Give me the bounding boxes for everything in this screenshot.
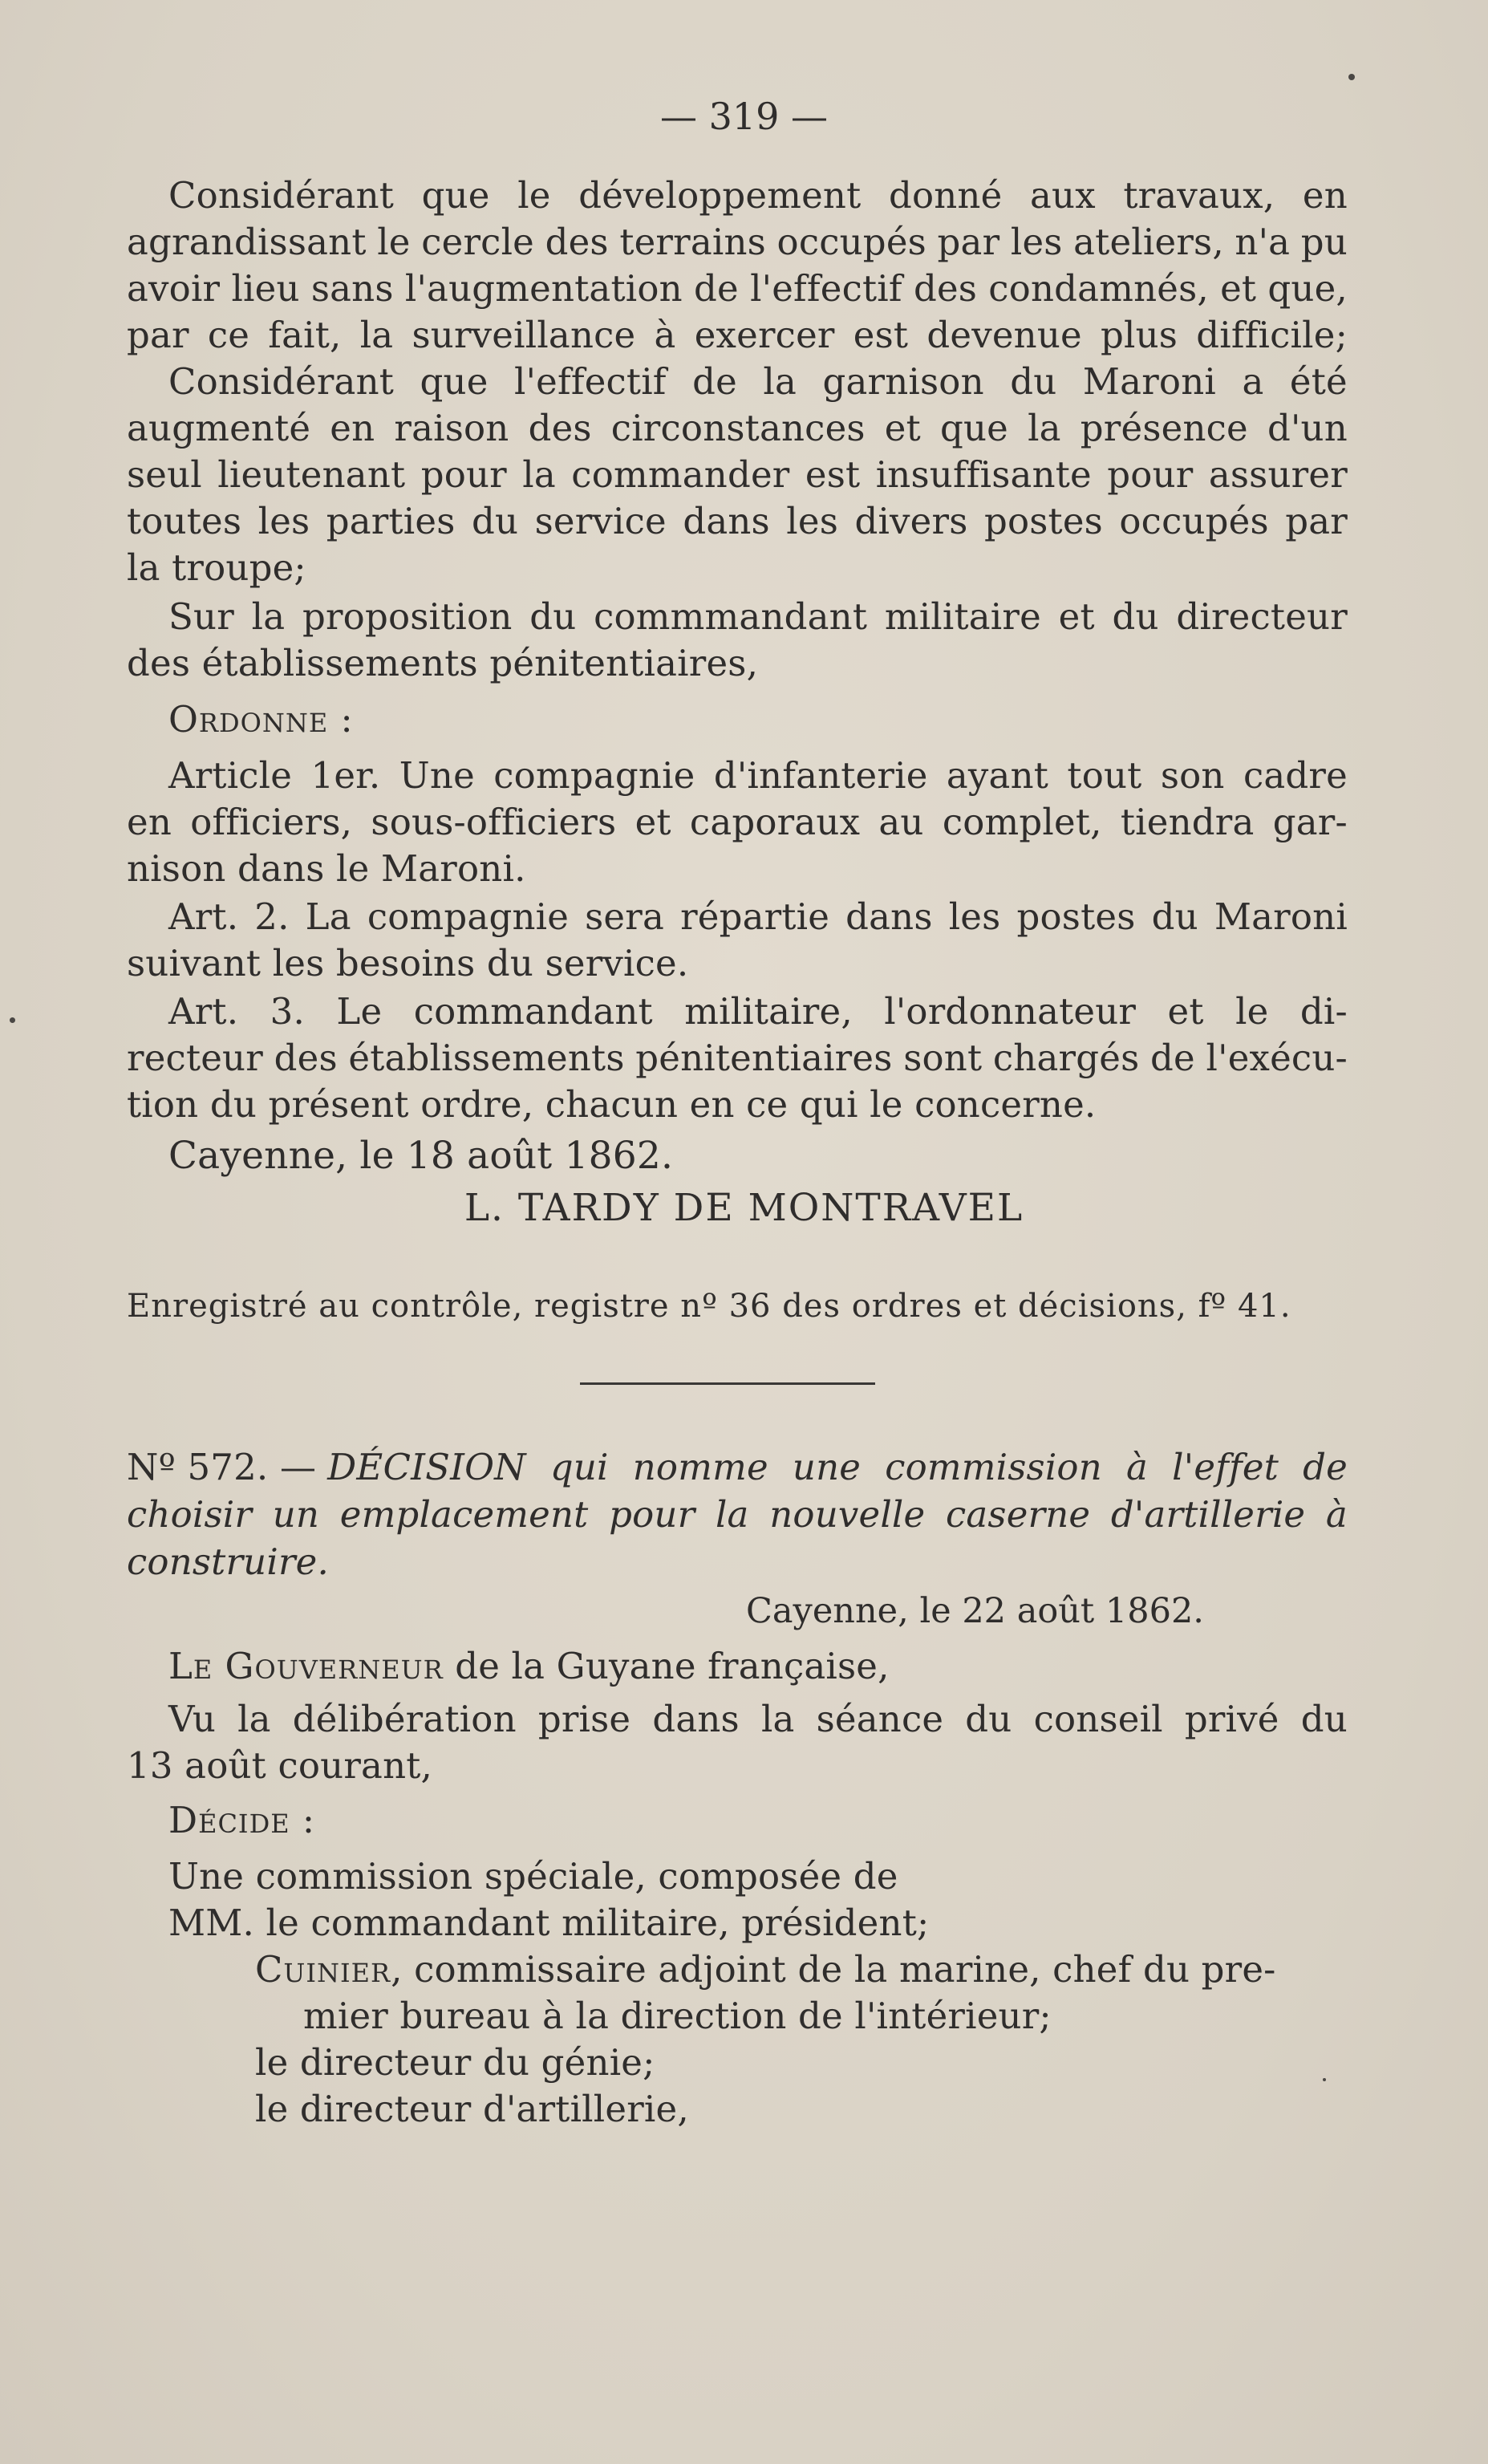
word: l'ordonnateur xyxy=(884,990,1137,1033)
word: compagnie xyxy=(493,754,695,797)
word: pénitentiaires xyxy=(635,1037,893,1079)
text-line: suivant les besoins du service. xyxy=(127,942,689,984)
word: Considérant xyxy=(168,360,395,403)
word: des xyxy=(528,407,592,449)
text-line xyxy=(127,359,1348,405)
word: commmandant xyxy=(594,595,868,638)
page-number: — 319 — xyxy=(659,95,829,138)
word: choisir xyxy=(127,1493,253,1536)
decision-title-line xyxy=(127,1492,1348,1538)
word: le xyxy=(1235,990,1269,1033)
text-line xyxy=(127,594,1348,640)
word: la xyxy=(715,1493,749,1536)
word: la xyxy=(251,595,286,638)
text-line xyxy=(127,1696,1348,1743)
word: répartie xyxy=(680,895,830,938)
word: et xyxy=(1058,595,1095,638)
word: seul xyxy=(127,453,202,496)
registration-note: Enregistré au contrôle, registre nº 36 des ordres et décisions, fº 41. xyxy=(127,1288,1291,1325)
word: Considérant xyxy=(168,174,395,217)
word: dans xyxy=(845,895,933,938)
word: cercle xyxy=(421,221,535,263)
word: parties xyxy=(326,500,456,542)
word: augmenté xyxy=(127,407,311,449)
word: et xyxy=(1220,267,1257,310)
word: postes xyxy=(983,500,1103,542)
section-divider xyxy=(580,1382,875,1385)
text-line xyxy=(127,1035,1348,1082)
cuinier-line xyxy=(127,1946,1348,1993)
word: plus xyxy=(1101,314,1178,356)
word: recteur xyxy=(127,1037,263,1079)
decision-title xyxy=(327,1444,1348,1491)
word: pu xyxy=(1300,221,1348,263)
text-line: MM. le commandant militaire, président; xyxy=(168,1902,930,1944)
governor-line xyxy=(127,1643,1348,1690)
word: occupés xyxy=(1119,500,1269,542)
word: dans xyxy=(683,500,770,542)
word: que xyxy=(939,407,1009,449)
word: les xyxy=(1010,221,1063,263)
word: du xyxy=(1112,595,1159,638)
word: Maroni xyxy=(1214,895,1348,938)
word: été xyxy=(1289,360,1348,403)
word: présence xyxy=(1080,407,1248,449)
decide-heading: Décide : xyxy=(168,1799,316,1841)
word: sans xyxy=(310,267,394,310)
word: le xyxy=(517,174,551,217)
word: agrandissant xyxy=(127,221,367,263)
word: surveillance xyxy=(412,314,636,356)
word: le xyxy=(377,221,411,263)
word: la xyxy=(237,1698,271,1740)
word: assurer xyxy=(1208,453,1348,496)
word: Maroni xyxy=(1082,360,1216,403)
word: l'effectif xyxy=(513,360,667,403)
word: et xyxy=(635,801,671,843)
text-line xyxy=(127,452,1348,498)
word: Sur xyxy=(168,595,234,638)
word: des xyxy=(913,267,978,310)
word: et xyxy=(1167,990,1204,1033)
text-line: nison dans le Maroni. xyxy=(127,847,526,890)
word: Vu xyxy=(168,1698,217,1740)
word: exercer xyxy=(694,314,835,356)
word: à xyxy=(654,314,676,356)
word: Article xyxy=(168,754,293,797)
word: au xyxy=(878,801,924,843)
text-line xyxy=(127,498,1348,545)
word: devenue xyxy=(926,314,1082,356)
word: Le xyxy=(336,990,383,1033)
word: en xyxy=(1302,174,1348,217)
word: proposition xyxy=(302,595,513,638)
text-line xyxy=(127,753,1348,799)
word: son xyxy=(1160,754,1225,797)
word: circonstances xyxy=(610,407,866,449)
word: pour xyxy=(609,1493,695,1536)
word: en xyxy=(127,801,172,843)
word: Une xyxy=(399,754,475,797)
word: 2. xyxy=(254,895,290,938)
word: tiendra xyxy=(1120,801,1255,843)
word: militaire xyxy=(884,595,1041,638)
word: sous-officiers xyxy=(371,801,617,843)
word: du xyxy=(1151,895,1198,938)
scan-speck xyxy=(10,1017,15,1023)
word: directeur xyxy=(1176,595,1348,638)
place-date: Cayenne, le 18 août 1862. xyxy=(168,1134,674,1178)
text-line: tion du présent ordre, chacun en ce qui le concerne. xyxy=(127,1083,1097,1126)
word: développement xyxy=(578,174,862,217)
word: l'effectif xyxy=(750,267,902,310)
text-line xyxy=(127,894,1348,940)
word: La xyxy=(305,895,351,938)
word: compagnie xyxy=(367,895,570,938)
word: sera xyxy=(585,895,665,938)
word: n'a xyxy=(1235,221,1291,263)
word: avoir xyxy=(127,267,221,310)
word: d'artillerie xyxy=(1110,1493,1306,1536)
word: de xyxy=(1303,1446,1348,1488)
word: des xyxy=(274,1037,338,1079)
word: complet, xyxy=(942,801,1102,843)
word: par xyxy=(937,221,1000,263)
word: pour xyxy=(1107,453,1194,496)
word: difficile; xyxy=(1196,314,1348,356)
word: postes xyxy=(1016,895,1136,938)
word: caporaux xyxy=(689,801,861,843)
word: les xyxy=(786,500,838,542)
word: dans xyxy=(652,1698,740,1740)
word: insuffisante xyxy=(875,453,1092,496)
word: pour xyxy=(420,453,507,496)
word: Art. xyxy=(168,895,239,938)
word: à xyxy=(1325,1493,1348,1536)
word: a xyxy=(1242,360,1264,403)
word: d'infanterie xyxy=(713,754,928,797)
decision-title-line: construire. xyxy=(127,1541,329,1583)
word: la xyxy=(1028,407,1061,449)
word: divers xyxy=(854,500,968,542)
word: est xyxy=(805,453,861,496)
word: ayant xyxy=(946,754,1049,797)
cuinier-wrap xyxy=(255,1946,1276,1993)
word: Art. xyxy=(168,990,239,1033)
word: raison xyxy=(394,407,509,449)
text-line: le directeur du génie; xyxy=(255,2041,655,2084)
word: di- xyxy=(1299,990,1348,1033)
word: occupés xyxy=(776,221,926,263)
word: est xyxy=(853,314,909,356)
word: du xyxy=(965,1698,1012,1740)
word: cadre xyxy=(1243,754,1348,797)
word: que xyxy=(420,360,489,403)
word: prise xyxy=(537,1698,631,1740)
word: de xyxy=(694,267,739,310)
text-line: des établissements pénitentiaires, xyxy=(127,642,759,684)
word: conseil xyxy=(1033,1698,1163,1740)
word: un xyxy=(272,1493,320,1536)
text-line xyxy=(127,405,1348,452)
word: les xyxy=(948,895,1001,938)
word: l'exécu- xyxy=(1206,1037,1348,1079)
word: lieutenant xyxy=(217,453,406,496)
word: à xyxy=(1126,1446,1149,1488)
word: du xyxy=(529,595,577,638)
word: ce xyxy=(207,314,250,356)
word: les xyxy=(257,500,310,542)
word: par xyxy=(1285,500,1348,542)
member-name: Cuinier xyxy=(255,1948,391,1991)
word: gar- xyxy=(1272,801,1348,843)
word: condamnés, xyxy=(988,267,1209,310)
text-line xyxy=(127,799,1348,846)
word: de xyxy=(692,360,737,403)
word: toutes xyxy=(127,500,242,542)
scan-speck xyxy=(1323,2078,1326,2081)
text-line: la troupe; xyxy=(127,546,306,589)
word: tout xyxy=(1067,754,1142,797)
text-line: le directeur d'artillerie, xyxy=(255,2088,689,2130)
word: 3. xyxy=(270,990,305,1033)
word: emplacement xyxy=(339,1493,589,1536)
word: officiers, xyxy=(190,801,353,843)
word: par xyxy=(127,314,189,356)
text-line xyxy=(127,219,1348,266)
word: l'augmentation xyxy=(404,267,683,310)
word: la xyxy=(359,314,394,356)
cuinier-text: , commissaire adjoint de la marine, chef du pre- xyxy=(391,1948,1276,1991)
text-line: Une commission spéciale, composée de xyxy=(168,1855,898,1898)
text-line xyxy=(127,312,1348,359)
word: séance xyxy=(816,1698,944,1740)
word: du xyxy=(1010,360,1057,403)
word: commission xyxy=(885,1446,1102,1488)
word: et xyxy=(884,407,921,449)
word: la xyxy=(522,453,556,496)
signature: L. TARDY DE MONTRAVEL xyxy=(464,1186,1024,1230)
word: d'un xyxy=(1267,407,1348,449)
text-line: 13 août courant, xyxy=(127,1744,433,1787)
word: donné xyxy=(888,174,1003,217)
word: 1er. xyxy=(310,754,381,797)
word: travaux, xyxy=(1123,174,1275,217)
word: une xyxy=(792,1446,862,1488)
word: qui xyxy=(549,1446,609,1488)
text-line xyxy=(127,988,1348,1035)
word: en xyxy=(330,407,375,449)
word: sont xyxy=(903,1037,983,1079)
word: délibération xyxy=(292,1698,517,1740)
word: de xyxy=(1150,1037,1195,1079)
word: service xyxy=(534,500,667,542)
word: que xyxy=(421,174,490,217)
word: du xyxy=(471,500,519,542)
word: nouvelle xyxy=(769,1493,926,1536)
text-line: mier bureau à la direction de l'intérieur; xyxy=(303,1995,1052,2037)
word: ateliers, xyxy=(1073,221,1224,263)
text-line xyxy=(127,266,1348,312)
word: l'effet xyxy=(1172,1446,1279,1488)
word: que, xyxy=(1267,267,1348,310)
text-line xyxy=(127,173,1348,219)
word: commandant xyxy=(413,990,653,1033)
governor-suffix: de la Guyane française, xyxy=(455,1645,890,1687)
word: fait, xyxy=(268,314,342,356)
governor-title: Le Gouverneur xyxy=(168,1645,444,1687)
word: garnison xyxy=(822,360,984,403)
word: commander xyxy=(571,453,790,496)
word: des xyxy=(545,221,609,263)
scan-speck xyxy=(1348,74,1355,80)
word: DÉCISION xyxy=(327,1446,526,1488)
word: chargés xyxy=(992,1037,1140,1079)
word: caserne xyxy=(945,1493,1091,1536)
decision-number: Nº 572. — xyxy=(127,1446,317,1488)
word: lieu xyxy=(231,267,300,310)
word: la xyxy=(763,360,797,403)
word: la xyxy=(760,1698,795,1740)
word: établissements xyxy=(348,1037,625,1079)
word: terrains xyxy=(619,221,766,263)
word: militaire, xyxy=(684,990,853,1033)
word: privé xyxy=(1184,1698,1279,1740)
ordonne-heading: Ordonne : xyxy=(168,698,354,741)
word: nomme xyxy=(632,1446,768,1488)
decision-dateline: Cayenne, le 22 août 1862. xyxy=(746,1591,1204,1631)
word: aux xyxy=(1030,174,1096,217)
decision-title-line xyxy=(127,1444,1348,1491)
word: du xyxy=(1300,1698,1348,1740)
